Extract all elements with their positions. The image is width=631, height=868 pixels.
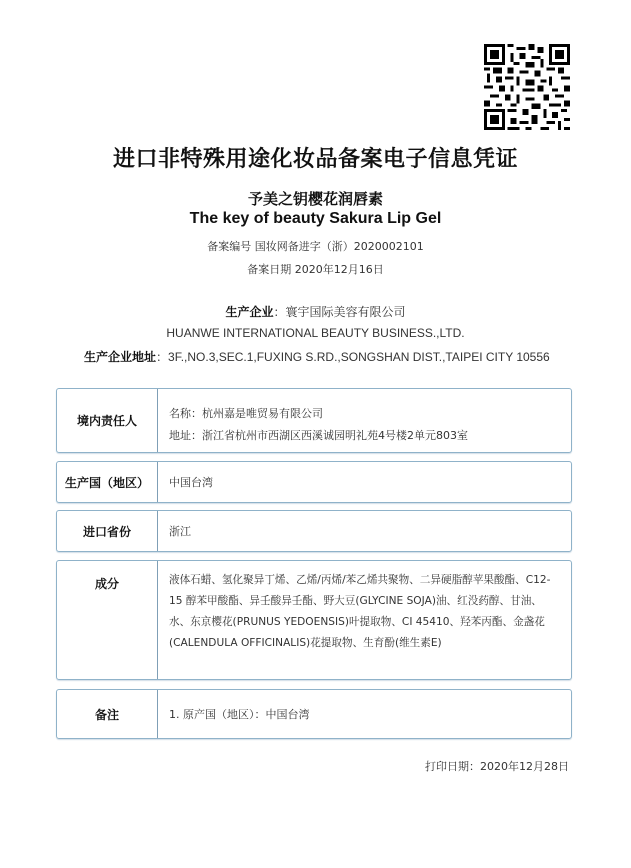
import-province-value: 浙江 (169, 525, 191, 538)
manufacturer-address-value: 3F.,NO.3,SEC.1,FUXING S.RD.,SONGSHAN DIST.,TAIPEI CITY 10556 (168, 350, 550, 364)
origin-value: 中国台湾 (169, 476, 213, 489)
separator: ： (156, 350, 169, 364)
remarks-section (56, 689, 572, 739)
print-date: 打印日期：2020年12月28日 (425, 760, 569, 773)
import-province-section (56, 510, 572, 552)
manufacturer-name-en: HUANWE INTERNATIONAL BEAUTY BUSINESS.,LTD. (166, 326, 465, 340)
responsible-party-name: 名称：杭州嘉是唯贸易有限公司 (169, 407, 323, 420)
registration-number-value: 国妆网备进字（浙）2020002101 (254, 240, 424, 253)
product-name-en: The key of beauty Sakura Lip Gel (189, 210, 442, 227)
remarks-value: 1. 原产国（地区）：中国台湾 (169, 708, 310, 721)
origin-section (56, 461, 572, 503)
registration-date (0, 261, 631, 277)
responsible-party-label: 境内责任人 (57, 389, 158, 452)
product-name-cn: 予美之钥樱花润唇素 (247, 190, 383, 208)
manufacturer-address (84, 348, 550, 365)
ingredients-section (56, 560, 572, 680)
separator: ： (273, 305, 286, 319)
remarks-label: 备注 (57, 690, 158, 738)
qr-code-icon (484, 44, 570, 130)
origin-label: 生产国（地区） (57, 462, 158, 502)
manufacturer (0, 303, 631, 320)
ingredients-label: 成分 (57, 561, 158, 679)
import-province-label: 进口省份 (57, 511, 158, 551)
manufacturer-address-label: 生产企业地址 (84, 350, 157, 364)
registration-date-label: 备案日期 (247, 263, 292, 276)
ingredients-value: 液体石蜡、氢化聚异丁烯、乙烯/丙烯/苯乙烯共聚物、二异硬脂醇苹果酸酯、C12-15 醇苯甲酸酯、异壬酸异壬酯、野大豆(GLYCINE SOJA)油、红没药醇、甘油、水、东京樱花(PRUNUS YEDOENSIS)叶提取物、CI 45410、羟苯丙酯、金盏花(CALENDULA OFFICINALIS)花提取物、生育酚(维生素E) (169, 574, 551, 649)
manufacturer-label: 生产企业 (225, 305, 274, 319)
responsible-party-section (56, 388, 572, 453)
responsible-party-address: 地址：浙江省杭州市西湖区西溪诚园明礼苑4号楼2单元803室 (169, 429, 468, 442)
registration-number-label: 备案编号 (207, 240, 252, 253)
document-title: 进口非特殊用途化妆品备案电子信息凭证 (112, 147, 518, 172)
responsible-party-value (158, 389, 571, 452)
registration-date-value: 2020年12月16日 (294, 263, 384, 276)
registration-number (0, 238, 631, 254)
manufacturer-name-cn: 寰宇国际美容有限公司 (285, 305, 406, 319)
